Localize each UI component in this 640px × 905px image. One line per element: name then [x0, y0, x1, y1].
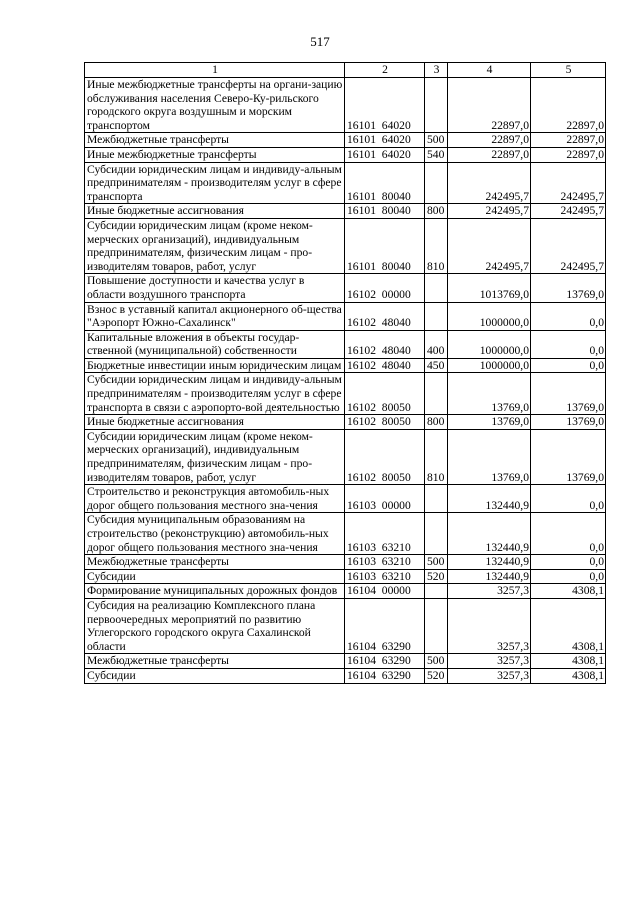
row-vr: 520 [425, 569, 448, 584]
row-code: 16104 63290 [345, 598, 425, 653]
table-row [85, 668, 606, 683]
row-vr: 500 [425, 555, 448, 570]
row-value-4: 13769,0 [448, 415, 531, 430]
row-name: Иные межбюджетные трансферты на органи-зацию обслуживания населения Северо-Ку-рильского городского округа воздушным и морским транспортом [85, 78, 345, 133]
row-name: Строительство и реконструкция автомобиль-ных дорог общего пользования местного зна-чения [85, 485, 345, 513]
table-row [85, 569, 606, 584]
row-code: 16103 63210 [345, 569, 425, 584]
row-vr [425, 373, 448, 415]
row-name: Субсидии [85, 668, 345, 683]
row-vr: 540 [425, 147, 448, 162]
row-vr: 520 [425, 668, 448, 683]
row-code: 16101 80040 [345, 204, 425, 219]
row-code: 16102 80050 [345, 429, 425, 484]
row-code: 16102 80050 [345, 415, 425, 430]
table-row [85, 162, 606, 204]
row-value-5: 0,0 [531, 555, 606, 570]
row-code: 16102 48040 [345, 330, 425, 358]
row-name: Субсидия на реализацию Комплексного плана первоочередных мероприятий по развитию Углегорского городского округа Сахалинской области [85, 598, 345, 653]
header-col-4: 4 [448, 63, 531, 78]
row-name: Иные межбюджетные трансферты [85, 147, 345, 162]
header-col-1: 1 [85, 63, 345, 78]
row-value-5: 4308,1 [531, 584, 606, 599]
row-value-4: 22897,0 [448, 147, 531, 162]
row-vr: 810 [425, 429, 448, 484]
page-number: 517 [310, 34, 330, 49]
budget-table [84, 62, 606, 684]
row-value-5: 13769,0 [531, 415, 606, 430]
row-code: 16101 64020 [345, 78, 425, 133]
row-vr [425, 513, 448, 555]
row-value-4: 242495,7 [448, 162, 531, 204]
row-code: 16101 80040 [345, 218, 425, 273]
row-vr [425, 162, 448, 204]
table-row [85, 513, 606, 555]
row-name: Межбюджетные трансферты [85, 654, 345, 669]
row-value-5: 13769,0 [531, 274, 606, 302]
row-code: 16101 64020 [345, 147, 425, 162]
header-col-5: 5 [531, 63, 606, 78]
row-code: 16104 63290 [345, 654, 425, 669]
header-col-2: 2 [345, 63, 425, 78]
row-name: Бюджетные инвестиции иным юридическим лицам [85, 358, 345, 373]
row-code: 16102 48040 [345, 302, 425, 330]
row-value-5: 242495,7 [531, 218, 606, 273]
row-value-5: 22897,0 [531, 147, 606, 162]
table-row [85, 218, 606, 273]
row-vr: 500 [425, 133, 448, 148]
table-row [85, 584, 606, 599]
table-row [85, 555, 606, 570]
table-row [85, 147, 606, 162]
row-vr [425, 302, 448, 330]
row-value-4: 13769,0 [448, 429, 531, 484]
row-value-5: 0,0 [531, 513, 606, 555]
row-value-4: 3257,3 [448, 668, 531, 683]
row-vr: 400 [425, 330, 448, 358]
row-code: 16104 63290 [345, 668, 425, 683]
row-value-5: 0,0 [531, 485, 606, 513]
row-value-4: 3257,3 [448, 584, 531, 599]
row-value-5: 4308,1 [531, 598, 606, 653]
row-value-5: 22897,0 [531, 78, 606, 133]
header-col-3: 3 [425, 63, 448, 78]
row-value-4: 22897,0 [448, 78, 531, 133]
row-code: 16103 00000 [345, 485, 425, 513]
row-name: Повышение доступности и качества услуг в области воздушного транспорта [85, 274, 345, 302]
table-row [85, 78, 606, 133]
table-row [85, 598, 606, 653]
row-value-5: 242495,7 [531, 204, 606, 219]
row-value-5: 22897,0 [531, 133, 606, 148]
table-row [85, 373, 606, 415]
row-vr: 810 [425, 218, 448, 273]
row-value-4: 1000000,0 [448, 330, 531, 358]
table-row [85, 302, 606, 330]
row-name: Межбюджетные трансферты [85, 133, 345, 148]
row-vr [425, 78, 448, 133]
row-value-5: 13769,0 [531, 429, 606, 484]
row-vr [425, 485, 448, 513]
row-value-4: 1013769,0 [448, 274, 531, 302]
row-name: Субсидии юридическим лицам и индивиду-альным предпринимателям - производителям услуг в сфере транспорта [85, 162, 345, 204]
row-value-4: 3257,3 [448, 654, 531, 669]
row-name: Формирование муниципальных дорожных фондов [85, 584, 345, 599]
row-code: 16103 63210 [345, 555, 425, 570]
row-name: Взнос в уставный капитал акционерного об-щества "Аэропорт Южно-Сахалинск" [85, 302, 345, 330]
row-value-4: 132440,9 [448, 569, 531, 584]
row-name: Иные бюджетные ассигнования [85, 204, 345, 219]
table-row [85, 485, 606, 513]
row-value-5: 0,0 [531, 302, 606, 330]
row-vr [425, 598, 448, 653]
row-name: Капитальные вложения в объекты государ-ственной (муниципальной) собственности [85, 330, 345, 358]
row-value-4: 132440,9 [448, 513, 531, 555]
row-name: Иные бюджетные ассигнования [85, 415, 345, 430]
row-value-5: 13769,0 [531, 373, 606, 415]
table-row [85, 133, 606, 148]
table-row [85, 358, 606, 373]
row-name: Межбюджетные трансферты [85, 555, 345, 570]
row-code: 16101 64020 [345, 133, 425, 148]
row-value-4: 3257,3 [448, 598, 531, 653]
table-row [85, 415, 606, 430]
table-row [85, 429, 606, 484]
row-value-4: 22897,0 [448, 133, 531, 148]
row-code: 16104 00000 [345, 584, 425, 599]
row-value-5: 0,0 [531, 330, 606, 358]
row-value-4: 242495,7 [448, 204, 531, 219]
row-value-4: 1000000,0 [448, 302, 531, 330]
header-row [85, 63, 606, 78]
row-vr: 800 [425, 415, 448, 430]
row-value-5: 242495,7 [531, 162, 606, 204]
row-name: Субсидии юридическим лицам (кроме неком-мерческих организаций), индивидуальным предпринимателям, физическим лицам - про-изводителям товаров, работ, услуг [85, 429, 345, 484]
row-code: 16102 80050 [345, 373, 425, 415]
row-value-4: 13769,0 [448, 373, 531, 415]
row-code: 16101 80040 [345, 162, 425, 204]
row-name: Субсидии юридическим лицам и индивиду-альным предпринимателям - производителям услуг в сфере транспорта в связи с аэропорто-вой деятельностью [85, 373, 345, 415]
table-row [85, 654, 606, 669]
row-value-5: 4308,1 [531, 668, 606, 683]
row-name: Субсидии [85, 569, 345, 584]
row-vr: 450 [425, 358, 448, 373]
row-vr [425, 274, 448, 302]
row-value-4: 132440,9 [448, 485, 531, 513]
row-value-5: 0,0 [531, 358, 606, 373]
row-name: Субсидия муниципальным образованиям на строительство (реконструкцию) автомобиль-ных дорог общего пользования местного зна-чения [85, 513, 345, 555]
table-row [85, 330, 606, 358]
row-name: Субсидии юридическим лицам (кроме неком-мерческих организаций), индивидуальным предпринимателям, физическим лицам - про-изводителям товаров, работ, услуг [85, 218, 345, 273]
row-vr: 800 [425, 204, 448, 219]
row-value-4: 1000000,0 [448, 358, 531, 373]
row-code: 16103 63210 [345, 513, 425, 555]
row-vr [425, 584, 448, 599]
row-value-5: 4308,1 [531, 654, 606, 669]
row-code: 16102 00000 [345, 274, 425, 302]
row-value-5: 0,0 [531, 569, 606, 584]
row-code: 16102 48040 [345, 358, 425, 373]
row-value-4: 132440,9 [448, 555, 531, 570]
table-row [85, 204, 606, 219]
row-vr: 500 [425, 654, 448, 669]
row-value-4: 242495,7 [448, 218, 531, 273]
table-row [85, 274, 606, 302]
